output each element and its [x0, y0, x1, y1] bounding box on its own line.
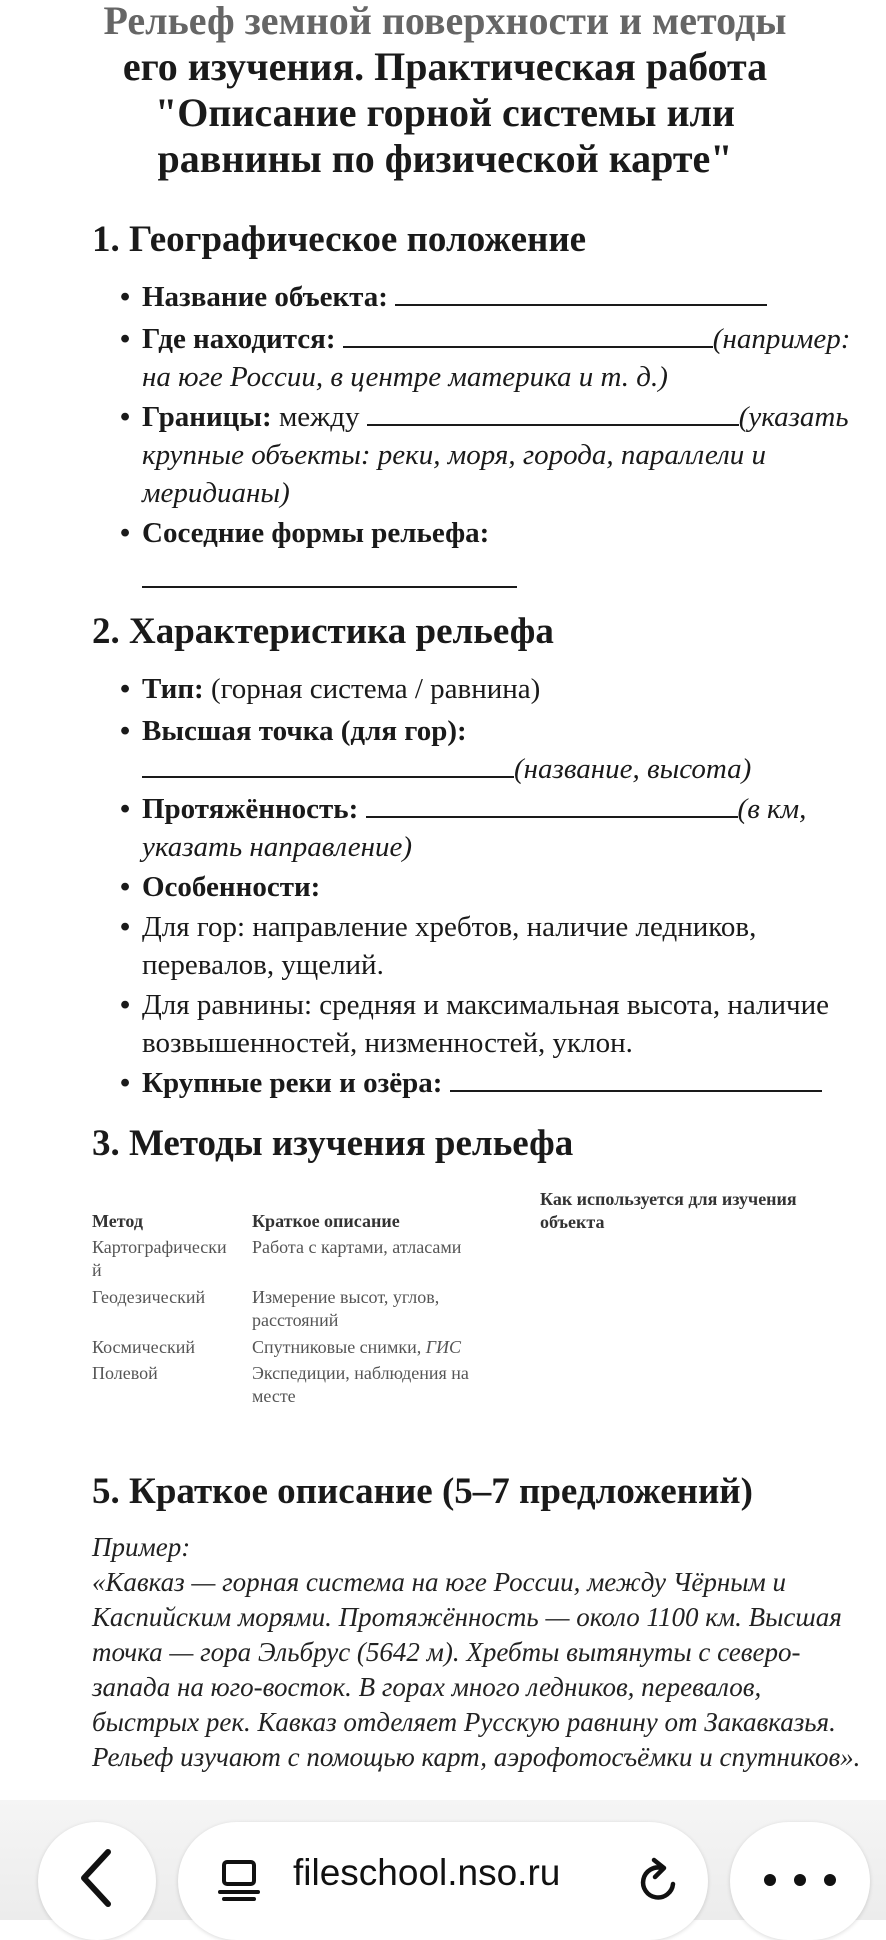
- table-cell-description-text: Спутниковые снимки,: [252, 1337, 426, 1357]
- more-button[interactable]: [730, 1822, 870, 1940]
- table-header-description: Краткое описание: [252, 1211, 400, 1231]
- page-title-rest: его изучения. Практическая работа "Описание горной системы или равнины по физической карте": [122, 44, 768, 181]
- table-header-method: Метод: [92, 1211, 143, 1231]
- url-text[interactable]: fileschool.nso.ru: [293, 1852, 561, 1893]
- borders-between: между: [278, 401, 360, 433]
- section-2-heading: 2. Характеристика рельефа: [92, 611, 554, 652]
- more-icon: [760, 1872, 840, 1892]
- type-item: [120, 670, 860, 708]
- address-bar[interactable]: [178, 1822, 708, 1940]
- example-block: [92, 1530, 872, 1775]
- peak-hint: (название, высота): [514, 753, 752, 785]
- table-cell-method: Геодезический: [92, 1287, 206, 1307]
- table-cell-description-gis: ГИС: [425, 1337, 461, 1357]
- plains-item: • Для равнины: средняя и максимальная высота, наличие возвышенностей, низменностей, уклон.: [120, 986, 860, 1062]
- browser-bottom-bar: [0, 1800, 886, 1920]
- type-label: Тип:: [142, 673, 204, 705]
- rivers-item: [120, 1064, 860, 1102]
- mountains-item: • Для гор: направление хребтов, наличие ледников, перевалов, ущелий.: [120, 908, 860, 984]
- section-1-heading: 1. Географическое положение: [92, 219, 587, 260]
- neighbors-item: [120, 514, 860, 588]
- object-name-label: Название объекта:: [142, 281, 388, 313]
- peak-item: [120, 712, 860, 788]
- length-hint: (в км, указать направление): [142, 793, 807, 863]
- features-label: Особенности:: [142, 871, 321, 903]
- reload-icon[interactable]: [636, 1856, 682, 1910]
- back-button[interactable]: [38, 1822, 156, 1940]
- features-item: [120, 868, 860, 906]
- table-cell-method: Космический: [92, 1337, 196, 1357]
- object-name-blank: [395, 278, 767, 306]
- borders-hint: (указать крупные объекты: реки, моря, города, параллели и меридианы): [142, 401, 849, 509]
- location-blank: [343, 320, 713, 348]
- length-blank: [366, 790, 738, 818]
- location-label: Где находится:: [142, 323, 336, 355]
- table-cell-method: Картографический: [92, 1237, 227, 1280]
- location-hint: (например: на юге России, в центре материка и т. д.): [142, 323, 851, 393]
- borders-label: Границы:: [142, 401, 272, 433]
- length-label: Протяжённость:: [142, 793, 359, 825]
- neighbors-label: Соседние формы рельефа:: [142, 517, 490, 549]
- section-2-list: [120, 670, 860, 1102]
- length-item: [120, 790, 860, 866]
- example-label: Пример:: [92, 1532, 191, 1562]
- borders-item: [120, 398, 860, 512]
- table-cell-description: [252, 1336, 512, 1359]
- neighbors-blank: [142, 556, 517, 588]
- table-cell-method: Полевой: [92, 1363, 158, 1383]
- location-item: [120, 320, 860, 396]
- example-text: «Кавказ — горная система на юге России, между Чёрным и Каспийским морями. Протяжённость — около 1100 км. Высшая точка — гора Эльбрус (5642 м). Хребты вытянуты с северо-запада на юго-восток. В горах много ледников, перевалов, быстрых рек. Кавказ отделяет Русскую равнину от Закавказья. Рельеф изучают с помощью карт, аэрофотосъёмки и спутников».: [92, 1567, 861, 1772]
- section-3-heading: 3. Методы изучения рельефа: [92, 1123, 574, 1164]
- section-5-heading: 5. Краткое описание (5–7 предложений): [92, 1471, 753, 1512]
- table-cell-description: Работа с картами, атласами: [252, 1237, 462, 1257]
- object-name-item: [120, 278, 860, 316]
- table-header-usage: Как используется для изучения объекта: [540, 1189, 797, 1232]
- rivers-label: Крупные реки и озёра:: [142, 1067, 443, 1099]
- reader-mode-icon[interactable]: [218, 1856, 264, 1906]
- table-cell-description: Экспедиции, наблюдения на месте: [252, 1363, 469, 1406]
- table-cell-description: Измерение высот, углов, расстояний: [252, 1287, 440, 1330]
- borders-blank: [367, 398, 739, 426]
- page-title: [80, 0, 810, 182]
- peak-blank: [142, 750, 514, 778]
- section-1-list: [120, 278, 860, 588]
- peak-label: Высшая точка (для гор):: [142, 715, 467, 747]
- type-value: (горная система / равнина): [210, 673, 541, 705]
- page-title-line1: Рельеф земной поверхности и методы: [103, 0, 787, 43]
- rivers-blank: [450, 1064, 822, 1092]
- back-chevron-icon: [74, 1846, 118, 1914]
